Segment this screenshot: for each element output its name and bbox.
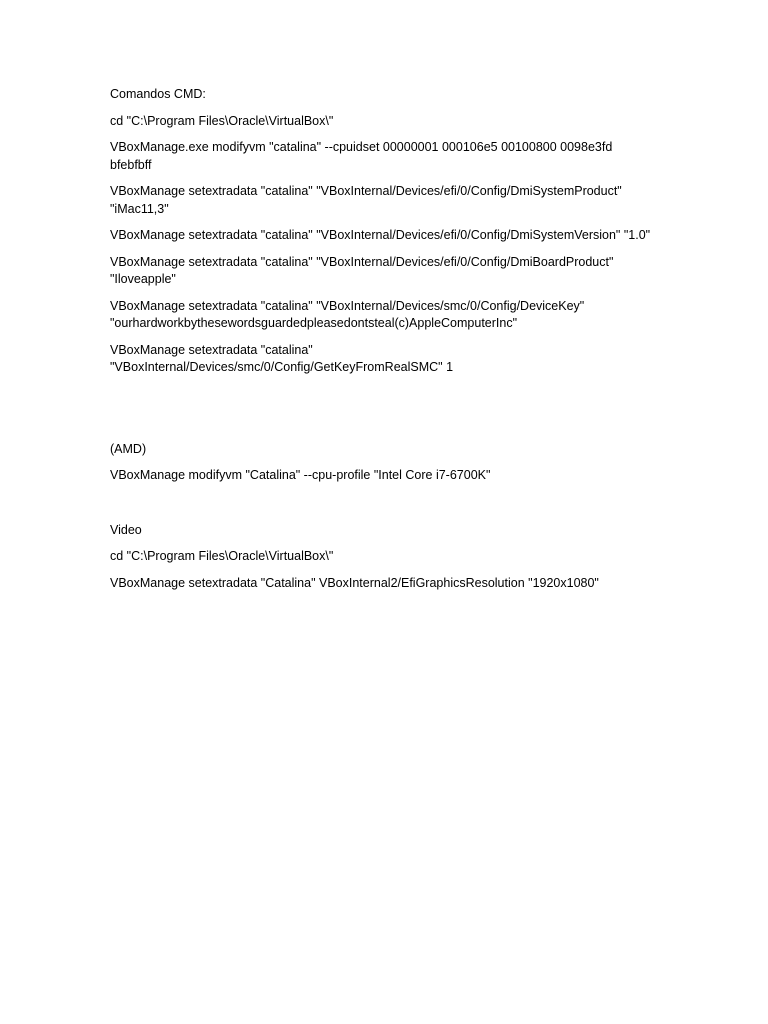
document-page xyxy=(110,86,655,592)
command-cpuidset: VBoxManage.exe modifyvm "catalina" --cpuidset 00000001 000106e5 00100800 0098e3fd bfebfbff xyxy=(110,140,613,172)
command-device-key: VBoxManage setextradata "catalina" "VBoxInternal/Devices/smc/0/Config/DeviceKey" "ourhardworkbythesewordsguardedpleasedontsteal(c)AppleComputerInc" xyxy=(110,298,585,330)
heading-video: Video xyxy=(110,522,142,537)
command-efi-graphics-resolution: VBoxManage setextradata "Catalina" VBoxInternal2/EfiGraphicsResolution "1920x1080" xyxy=(110,575,599,590)
command-cd: cd "C:\Program Files\Oracle\VirtualBox\" xyxy=(110,113,334,128)
heading-comandos: Comandos CMD: xyxy=(110,87,206,101)
command-cpu-profile: VBoxManage modifyvm "Catalina" --cpu-profile "Intel Core i7-6700K" xyxy=(110,468,491,482)
command-dmi-board-product: VBoxManage setextradata "catalina" "VBoxInternal/Devices/efi/0/Config/DmiBoardProduct" "Iloveapple" xyxy=(110,254,614,286)
command-video-cd: cd "C:\Program Files\Oracle\VirtualBox\" xyxy=(110,549,334,563)
command-dmi-system-version: VBoxManage setextradata "catalina" "VBoxInternal/Devices/efi/0/Config/DmiSystemVersion" "1.0" xyxy=(110,228,651,242)
command-get-key-from-real-smc: VBoxManage setextradata "catalina" "VBoxInternal/Devices/smc/0/Config/GetKeyFromRealSMC" 1 xyxy=(110,342,454,374)
heading-amd: (AMD) xyxy=(110,441,147,456)
command-dmi-system-product: VBoxManage setextradata "catalina" "VBoxInternal/Devices/efi/0/Config/DmiSystemProduct" "iMac11,3" xyxy=(110,184,622,216)
